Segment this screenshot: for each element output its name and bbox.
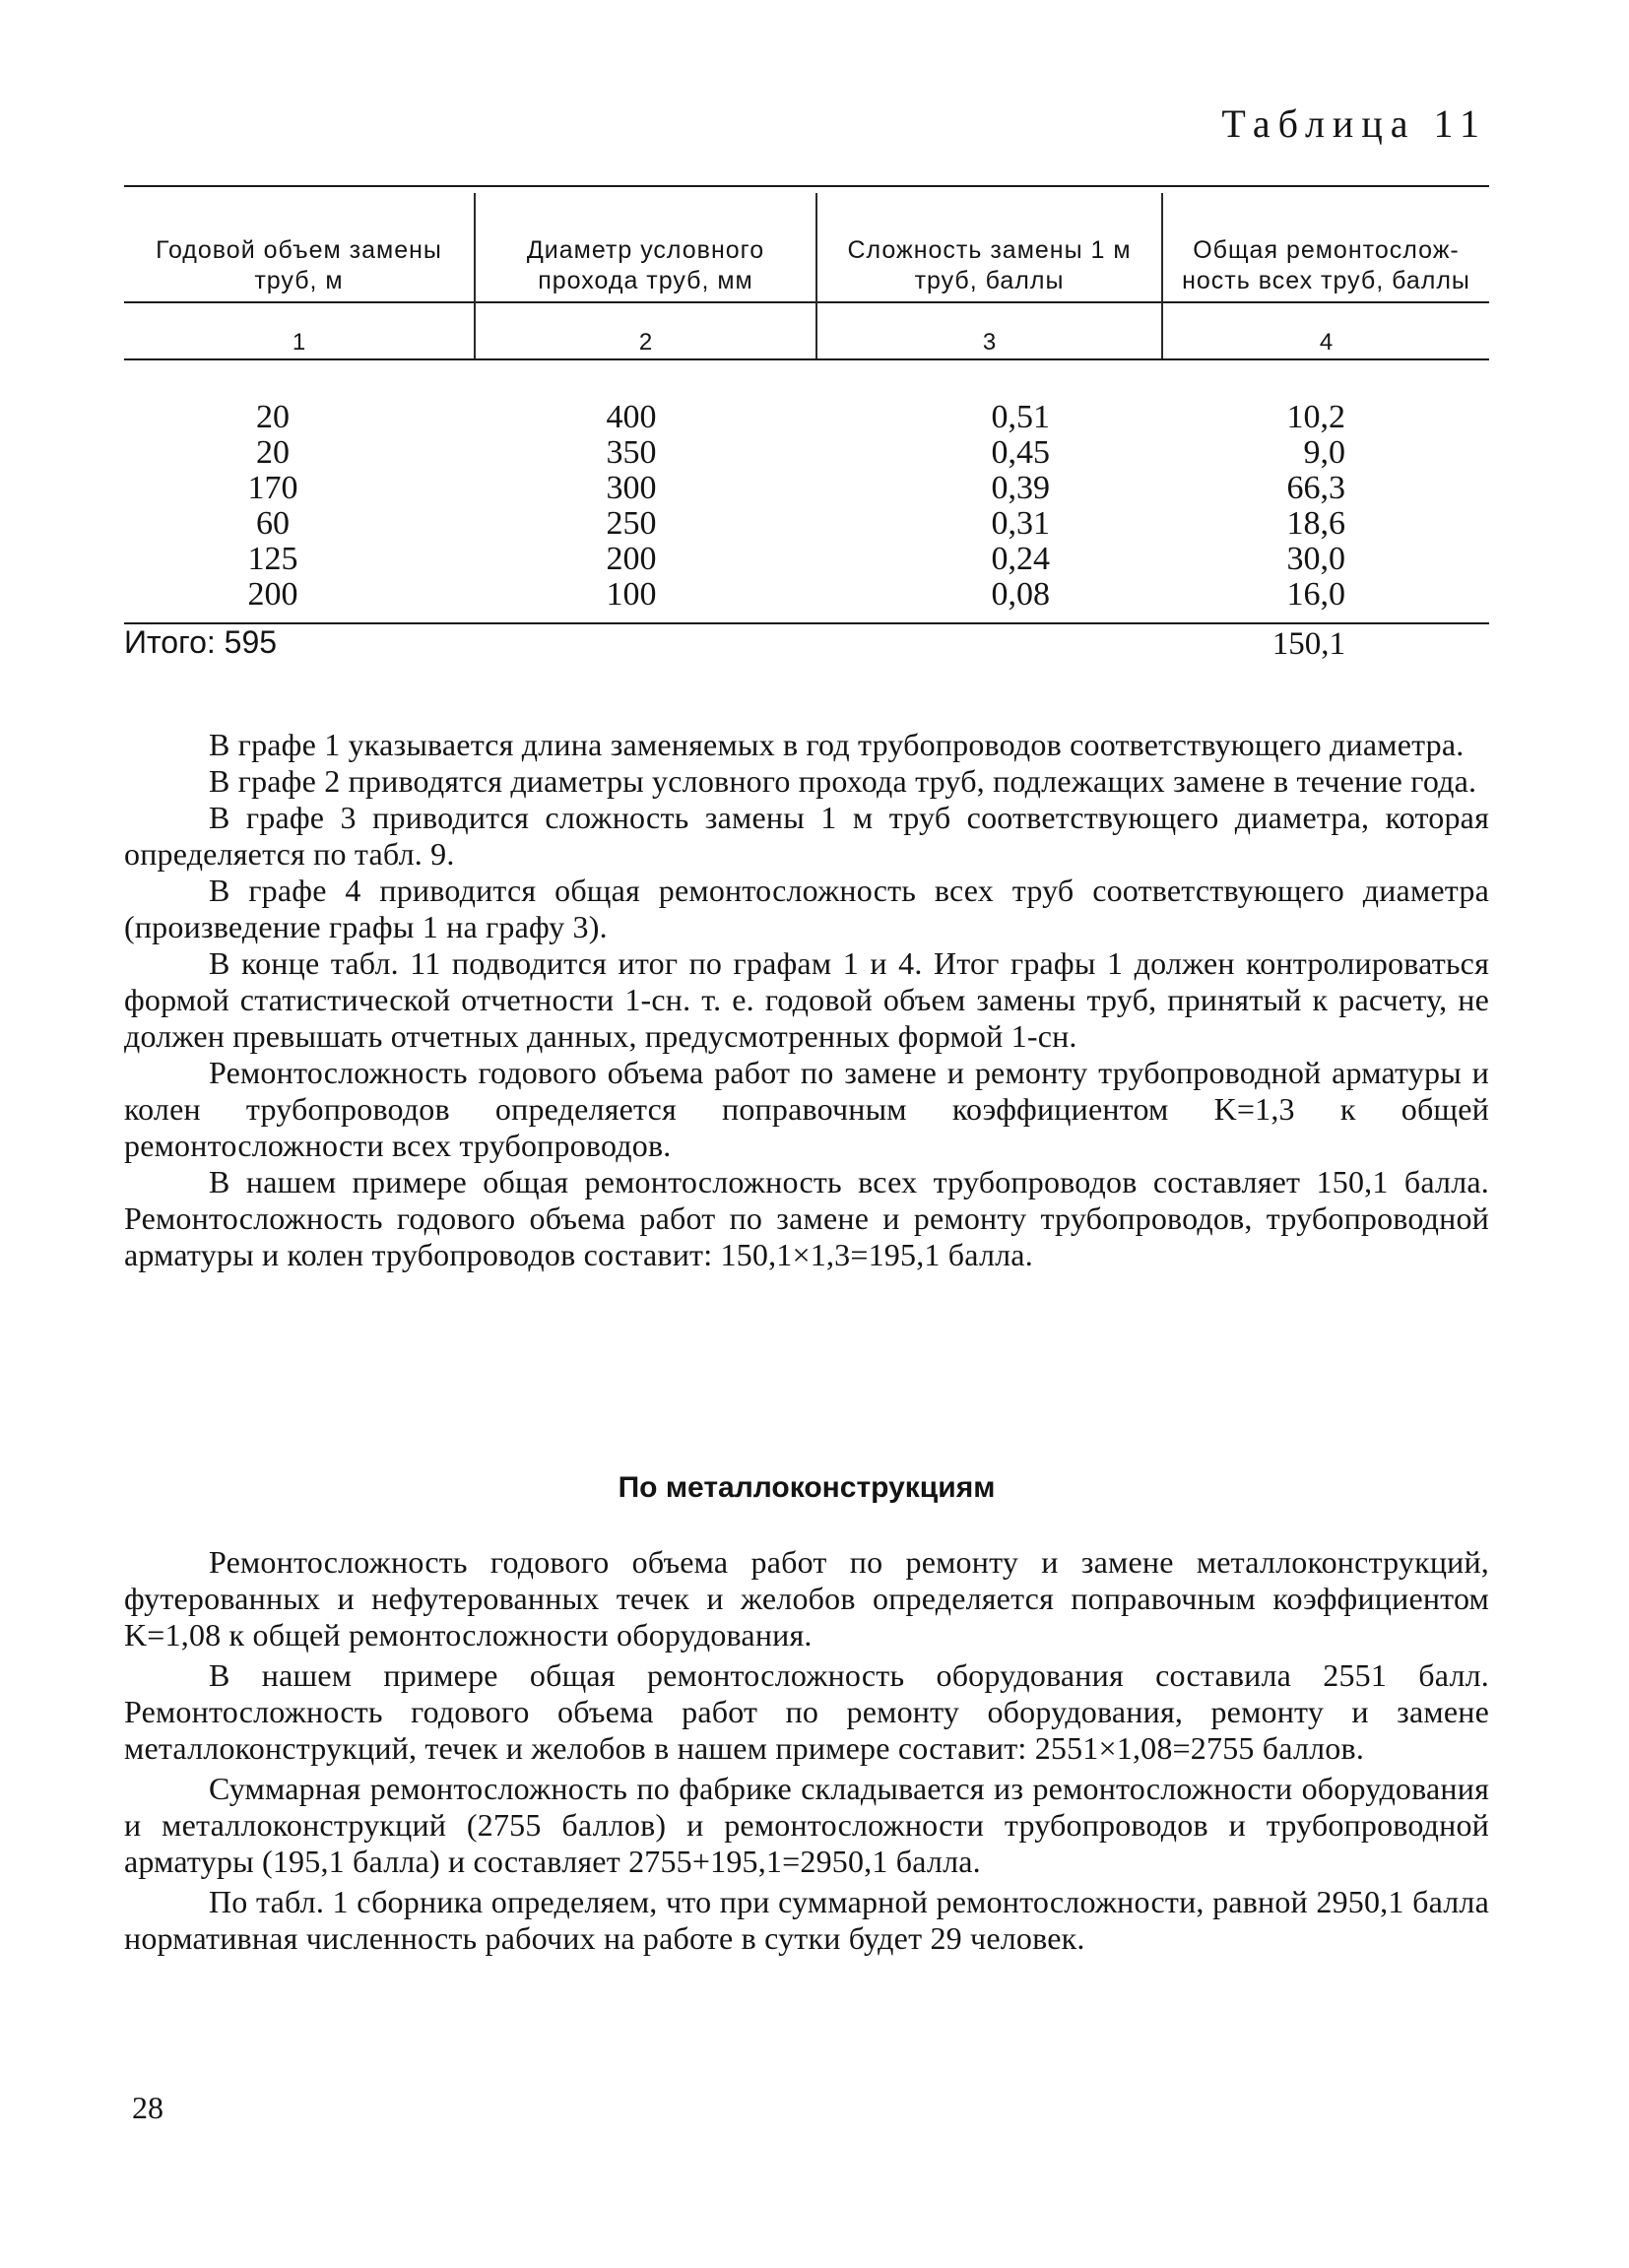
table-cell: 66,3 (1286, 470, 1345, 506)
table-column-number: 1 (292, 329, 306, 356)
page-number: 28 (132, 2090, 163, 2125)
paragraph: Ремонтосложность годового объема работ по ремонту и замене металлоконструкций, футерованных и нефутерованных течек и желобов определяется поправочным коэффициентом K=1,08 к общей ремонтосложности оборудования. (124, 1544, 1489, 1652)
table-cell: 10,2 (1286, 399, 1345, 435)
paragraph: В графе 2 приводятся диаметры условного прохода труб, подлежащих замене в течение года. (209, 763, 1477, 799)
body-text (124, 727, 1489, 1273)
table-cell: 20 (256, 399, 290, 435)
table-cell: 0,39 (991, 470, 1050, 506)
table-cell: 30,0 (1286, 541, 1345, 577)
paragraph: В графе 4 приводится общая ремонтосложность всех труб соответствующего диаметра (произведение графы 1 на графу 3). (124, 873, 1489, 944)
paragraph: В нашем примере общая ремонтосложность всех трубопроводов составляет 150,1 балла. Ремонтосложность годового объема работ по замене и ремонту трубопроводов, трубопроводной арматуры и колен трубопроводов составит: 150,1×1,3=195,1 балла. (124, 1164, 1489, 1272)
paragraph: В графе 1 указывается длина заменяемых в год трубопроводов соответствующего диаметра. (209, 727, 1465, 762)
table-total-label: Итого: 595 (124, 624, 278, 660)
table-header-cell: Диаметр условного прохода труб, мм (526, 236, 765, 294)
table-cell: 400 (606, 399, 657, 435)
table-caption: Таблица 11 (1221, 101, 1487, 146)
table-cell: 125 (247, 541, 298, 577)
table-cell: 60 (256, 505, 290, 542)
table-column-number: 4 (1319, 329, 1334, 356)
table-cell: 0,08 (991, 576, 1050, 613)
table-cell: 0,31 (991, 505, 1050, 542)
table-header-cell: Общая ремонтослож- ность всех труб, баллы (1182, 236, 1470, 294)
table-cell: 100 (606, 576, 657, 613)
table-column-total (1227, 400, 1345, 613)
paragraph: В конце табл. 11 подводится итог по графам 1 и 4. Итог графы 1 должен контролироваться формой статистической отчетности 1-сн. т. е. годовой объем замены труб, принятый к расчету, не должен превышать отчетных данных, предусмотренных формой 1-сн. (124, 945, 1489, 1054)
section-heading: По металлоконструкциям (618, 1471, 996, 1504)
table-cell: 250 (606, 505, 657, 542)
table-column-volume (219, 400, 327, 613)
table-cell: 0,45 (991, 434, 1050, 471)
paragraph: В графе 3 приводится сложность замены 1 м труб соответствующего диаметра, которая определяется по табл. 9. (124, 800, 1489, 872)
table-bottom-rule (124, 622, 1489, 624)
paragraph: Ремонтосложность годового объема работ по замене и ремонту трубопроводной арматуры и колен трубопроводов определяется поправочным коэффициентом K=1,3 к общей ремонтосложности всех трубопроводов. (124, 1055, 1489, 1163)
table-top-rule (124, 185, 1489, 187)
table-cell: 0,51 (991, 399, 1050, 435)
paragraph: По табл. 1 сборника определяем, что при суммарной ремонтосложности, равной 2950,1 балла нормативная численность рабочих на работе в сутки будет 29 человек. (124, 1884, 1489, 1956)
table-total-value: 150,1 (1271, 626, 1345, 662)
section-body-text (124, 1544, 1489, 1957)
table-cell: 9,0 (1303, 434, 1345, 471)
table-cell: 0,24 (991, 541, 1050, 577)
table-cell: 350 (606, 434, 657, 471)
table-cell: 20 (256, 434, 290, 471)
table-cell: 300 (606, 470, 657, 506)
table-header-cell: Годовой объем замены труб, м (156, 236, 442, 294)
table-cell: 200 (247, 576, 298, 613)
table-cell: 200 (606, 541, 657, 577)
table-cell: 18,6 (1286, 505, 1345, 542)
table-column-number: 3 (982, 329, 997, 356)
table-column-complexity (892, 400, 1050, 613)
table-column-diameter (577, 400, 685, 613)
table-cell: 16,0 (1286, 576, 1345, 613)
paragraph: В нашем примере общая ремонтосложность оборудования составила 2551 балл. Ремонтосложность годового объема работ по ремонту оборудования, ремонту и замене металлоконструкций, течек и желобов в нашем примере составит: 2551×1,08=2755 баллов. (124, 1657, 1489, 1766)
paragraph: Суммарная ремонтосложность по фабрике складывается из ремонтосложности оборудования и металлоконструкций (2755 баллов) и ремонтосложности трубопроводов и трубопроводной арматуры (195,1 балла) и составляет 2755+195,1=2950,1 балла. (124, 1771, 1489, 1879)
table-column-number: 2 (638, 329, 653, 356)
table-cell: 170 (247, 470, 298, 506)
table-header-cell: Сложность замены 1 м труб, баллы (847, 236, 1132, 294)
